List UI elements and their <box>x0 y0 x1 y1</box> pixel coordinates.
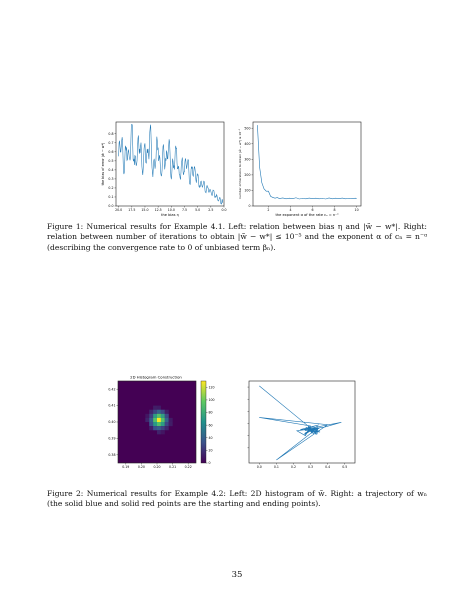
y-tick-label: 0.39 <box>108 436 116 441</box>
histogram-cell <box>153 406 157 410</box>
figure1-left-plot <box>100 116 230 218</box>
figure2-right-trajectory-line <box>259 386 341 460</box>
x-tick-label: 10 <box>354 208 359 212</box>
histogram-cell <box>149 410 153 414</box>
y-tick-label: 0.42 <box>108 387 116 392</box>
colorbar-tick-label: 40 <box>208 435 213 440</box>
y-tick-label: 0.8 <box>108 131 114 136</box>
histogram-cell <box>165 426 169 430</box>
x-tick-label: 5.0 <box>195 208 201 212</box>
figure1-left-ylabel: the bias of error |ŵ − w*| <box>101 142 105 186</box>
x-tick-label: 0.22 <box>184 465 192 469</box>
histogram-cell <box>145 418 149 422</box>
histogram-cell <box>165 422 169 426</box>
histogram-cell <box>153 414 157 418</box>
figure1-left-y-ticks <box>108 132 116 208</box>
x-tick-label: 0.21 <box>169 465 177 469</box>
x-tick-label: 0.20 <box>137 465 145 469</box>
histogram-cell <box>157 418 161 422</box>
figure1-right-x-ticks <box>267 206 358 212</box>
figure1-right-ylabel: number of iterations to obtain |ŵ − w*| ≤ 10⁻⁵ <box>238 129 242 199</box>
colorbar-tick-label: 100 <box>208 398 215 403</box>
histogram-cell <box>161 410 165 414</box>
x-tick-label: 20.0 <box>115 208 123 212</box>
histogram-cell <box>161 430 165 434</box>
histogram-cell <box>153 422 157 426</box>
histogram-cell <box>145 414 149 418</box>
histogram-cell <box>149 418 153 422</box>
histogram-cell <box>153 426 157 430</box>
x-tick-label: 8 <box>333 208 336 212</box>
figure2-left-title: 2D Histogram Construction <box>130 374 182 380</box>
figure1-right-series-line <box>257 125 356 199</box>
figure1-caption-text: Numerical results for Example 4.1. Left: relation between bias η and |w̃ − w*|. Right: relation between number of iterations to obtain |w̃ − w*| ≤ 10⁻⁵ and the exponent α of cₙ = n⁻ᵅ (describing the convergence rate to 0 of unbiased term βₙ). <box>47 222 427 252</box>
y-tick-label: 500 <box>244 126 251 131</box>
x-tick-label: 15.0 <box>141 208 149 212</box>
figure2-caption-text: Numerical results for Example 4.2: Left: 2D histogram of w̃. Right: a trajectory of wₙ (the solid blue and solid red points are the starting and ending points). <box>47 489 427 509</box>
y-tick-label: 0.38 <box>108 452 116 457</box>
y-tick-label: 300 <box>244 157 251 162</box>
histogram-cell <box>157 414 161 418</box>
figure2-left-histogram-cells <box>145 406 172 435</box>
figure1-caption <box>47 222 427 253</box>
histogram-cell <box>153 410 157 414</box>
histogram-cell <box>169 422 173 426</box>
figure2-caption-label: Figure 2: <box>47 489 84 498</box>
y-tick-label: 100 <box>244 188 251 193</box>
page-number: 35 <box>231 570 243 580</box>
x-tick-label: 4 <box>289 208 292 212</box>
histogram-cell <box>161 418 165 422</box>
x-tick-label: 0.3 <box>308 465 314 469</box>
figure2-right-plot <box>239 376 361 476</box>
y-tick-label: 400 <box>244 141 251 146</box>
x-tick-label: 12.5 <box>154 208 162 212</box>
x-tick-label: 0.2 <box>290 465 296 469</box>
colorbar-tick-label: 120 <box>208 385 215 390</box>
colorbar-tick-label: 60 <box>208 423 213 428</box>
x-tick-label: 2.5 <box>208 208 214 212</box>
histogram-cell <box>165 414 169 418</box>
histogram-cell <box>157 406 161 410</box>
histogram-cell <box>165 418 169 422</box>
y-tick-label: 0.41 <box>108 403 116 408</box>
figure1-right-y-ticks <box>244 126 253 208</box>
y-tick-label: 0.2 <box>108 186 114 191</box>
histogram-cell <box>149 422 153 426</box>
y-tick-label: 0 <box>248 204 251 209</box>
figure1-left-xlabel: the bias η <box>161 213 179 217</box>
x-tick-label: 10.0 <box>167 208 175 212</box>
histogram-cell <box>157 426 161 430</box>
y-tick-label: 0.40 <box>108 420 116 425</box>
histogram-cell <box>161 422 165 426</box>
figure1-left-axes-frame <box>116 122 224 206</box>
figure2-caption <box>47 489 427 510</box>
figure1-caption-label: Figure 1: <box>47 222 84 231</box>
y-tick-label: 0.5 <box>108 158 114 163</box>
figure2-left-x-ticks <box>122 463 192 469</box>
x-tick-label: 0.20 <box>153 465 161 469</box>
x-tick-label: 7.5 <box>181 208 188 212</box>
histogram-cell <box>149 426 153 430</box>
figure1-left-x-ticks <box>115 206 226 212</box>
colorbar-tick-label: 80 <box>208 410 213 415</box>
figure1-right-xlabel: the exponent α of the rate cₙ = n⁻ᵅ <box>275 213 339 217</box>
figure2-left-colorbar-ticks <box>206 385 215 465</box>
figure2-right-x-ticks <box>257 463 348 469</box>
figure1-left-series-line <box>119 125 223 204</box>
x-tick-label: 0.19 <box>122 465 130 469</box>
histogram-cell <box>161 426 165 430</box>
y-tick-label: 0.3 <box>108 177 114 182</box>
y-tick-label: 200 <box>244 172 251 177</box>
histogram-cell <box>149 414 153 418</box>
histogram-cell <box>153 418 157 422</box>
x-tick-label: 0.0 <box>221 208 227 212</box>
histogram-cell <box>157 410 161 414</box>
x-tick-label: 0.1 <box>273 465 279 469</box>
figure2-left-plot <box>100 374 220 474</box>
x-tick-label: 0.0 <box>256 465 262 469</box>
histogram-cell <box>165 410 169 414</box>
x-tick-label: 17.5 <box>128 208 136 212</box>
y-tick-label: 0.7 <box>108 140 114 145</box>
x-tick-label: 6 <box>311 208 314 212</box>
figure2-left-y-ticks <box>108 387 118 457</box>
colorbar-tick-label: 0 <box>208 461 211 466</box>
histogram-cell <box>157 422 161 426</box>
x-tick-label: 2 <box>267 208 270 212</box>
y-tick-label: 0.4 <box>108 167 114 172</box>
figure1-right-plot <box>237 116 367 218</box>
y-tick-label: 0.1 <box>108 195 114 200</box>
histogram-cell <box>169 418 173 422</box>
x-tick-label: 0.5 <box>342 465 348 469</box>
y-tick-label: 0.6 <box>108 149 114 154</box>
x-tick-label: 0.4 <box>325 465 331 469</box>
histogram-cell <box>157 430 161 434</box>
figure2-left-colorbar <box>201 381 206 463</box>
histogram-cell <box>161 414 165 418</box>
colorbar-tick-label: 20 <box>208 448 213 453</box>
y-tick-label: 0.0 <box>108 204 114 209</box>
